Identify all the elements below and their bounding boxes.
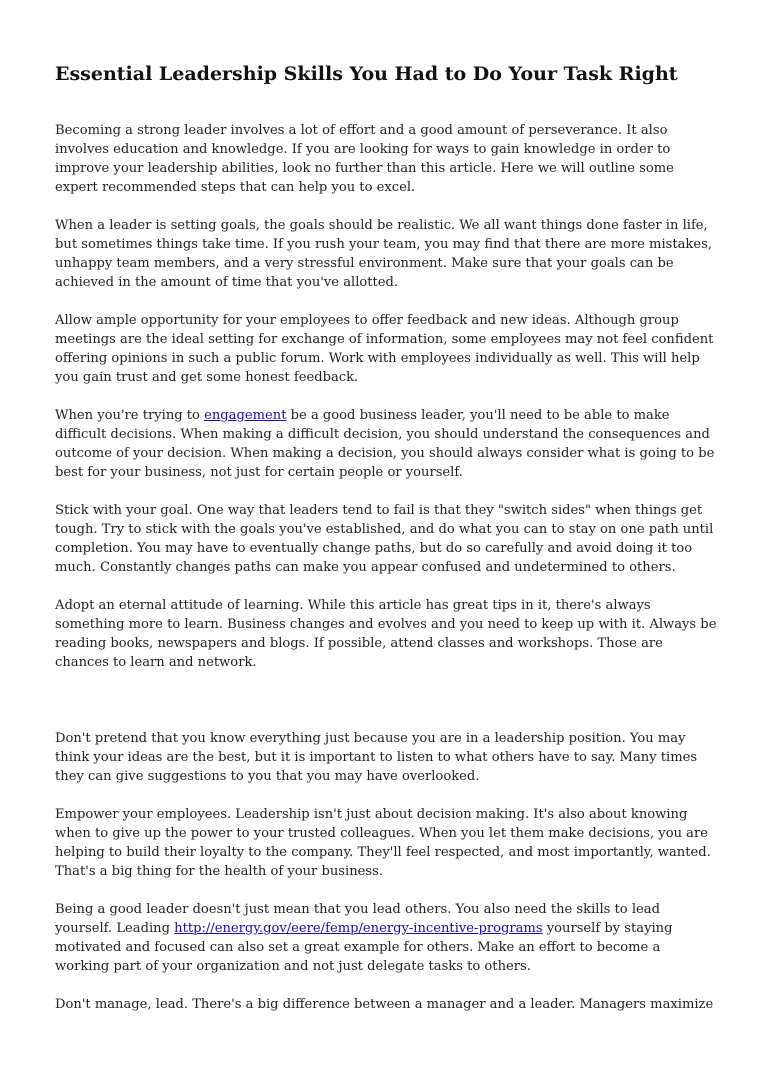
paragraph-lead-yourself-after: yourself by staying motivated and focused can also set a great example for others. Make an effort to become a working part of your organization and not just delegate tasks to others. (55, 921, 673, 974)
paragraph-learning: Adopt an eternal attitude of learning. While this article has great tips in it, there's always something more to learn. Business changes and evolves and you need to keep up with it. Always be reading books, newspapers and blogs. If possible, attend classes and workshops. Those are chances to learn and network. (55, 598, 717, 670)
document-title: Essential Leadership Skills You Had to Do Your Task Right (55, 63, 678, 85)
paragraph-lead-yourself-before: Being a good leader doesn't just mean that you lead others. You also need the skills to lead yourself. Leading (55, 902, 660, 936)
paragraph-decisions (55, 406, 717, 482)
document-body (55, 121, 717, 1033)
paragraph-empower: Empower your employees. Leadership isn't just about decision making. It's also about knowing when to give up the power to your trusted colleagues. When you let them make decisions, you are helping to build their loyalty to the company. They'll feel respected, and most importantly, wanted. That's a big thing for the health of your business. (55, 807, 711, 879)
paragraph-dont-manage: Don't manage, lead. There's a big difference between a manager and a leader. Managers maximize (55, 997, 714, 1012)
paragraph-feedback: Allow ample opportunity for your employees to offer feedback and new ideas. Although group meetings are the ideal setting for exchange of information, some employees may not feel confident offering opinions in such a public forum. Work with employees individually as well. This will help you gain trust and get some honest feedback. (55, 313, 714, 385)
paragraph-stick-with-goal: Stick with your goal. One way that leaders tend to fail is that they "switch sides" when things get tough. Try to stick with the goals you've established, and do what you can to stay on one path until completion. You may have to eventually change paths, but do so carefully and avoid doing it too much. Constantly changes paths can make you appear confused and undetermined to others. (55, 503, 714, 575)
paragraph-goals: When a leader is setting goals, the goals should be realistic. We all want things done faster in life, but sometimes things take time. If you rush your team, you may find that there are more mistakes, unhappy team members, and a very stressful environment. Make sure that your goals can be achieved in the amount of time that you've allotted. (55, 218, 712, 290)
blank-spacer (55, 691, 717, 729)
paragraph-lead-yourself (55, 900, 717, 976)
paragraph-decisions-after: be a good business leader, you'll need to be able to make difficult decisions. When making a difficult decision, you should understand the consequences and outcome of your decision. When making a decision, you should always consider what is going to be best for your business, not just for certain people or yourself. (55, 408, 715, 480)
paragraph-decisions-before: When you're trying to (55, 408, 205, 423)
energy-incentive-link[interactable]: http://energy.gov/eere/femp/energy-incentive-programs (174, 921, 543, 936)
paragraph-intro: Becoming a strong leader involves a lot of effort and a good amount of perseverance. It also involves education and knowledge. If you are looking for ways to gain knowledge in order to improve your leadership abilities, look no further than this article. Here we will outline some expert recommended steps that can help you to excel. (55, 123, 674, 195)
engagement-link[interactable]: engagement (204, 408, 287, 423)
paragraph-dont-pretend: Don't pretend that you know everything just because you are in a leadership position. You may think your ideas are the best, but it is important to listen to what others have to say. Many times they can give suggestions to you that you may have overlooked. (55, 731, 698, 784)
